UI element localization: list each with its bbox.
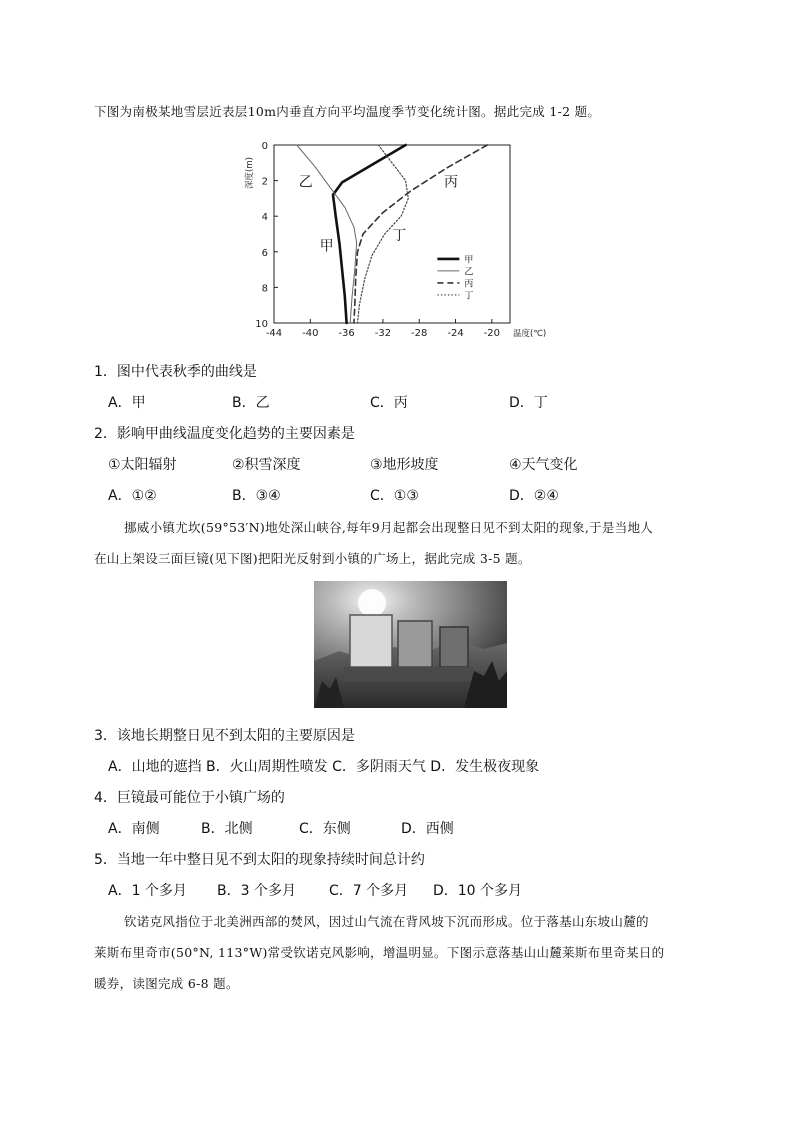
question-1-stem: 1．图中代表秋季的曲线是 (94, 364, 257, 380)
intro-6-8-line1: 钦诺克风指位于北美洲西部的焚风，因过山气流在背风坡下沉而形成。位于落基山东坡山麓的 (124, 914, 649, 929)
q4-option-c[interactable]: C．东侧 (299, 821, 351, 837)
q2-option-d[interactable]: D．②④ (509, 488, 559, 504)
q2-item-4: ④天气变化 (509, 457, 578, 473)
q2-item-1: ①太阳辐射 (108, 457, 177, 473)
y-tick-label: 4 (261, 212, 268, 224)
question-5-stem: 5．当地一年中整日见不到太阳的现象持续时间总计约 (94, 852, 425, 868)
intro-6-8-line3: 暖券，读图完成 6-8 题。 (94, 976, 239, 991)
q4-option-a[interactable]: A．南侧 (108, 821, 160, 837)
q5-option-d[interactable]: D．10 个多月 (433, 883, 523, 899)
q2-option-a[interactable]: A．①② (108, 488, 157, 504)
y-tick-label: 8 (261, 283, 268, 295)
x-tick-label: -24 (447, 328, 464, 339)
q1-option-d[interactable]: D．丁 (509, 395, 548, 411)
legend-label-4: 丁 (464, 291, 474, 302)
curve-label-2: 丙 (444, 174, 458, 191)
q1-option-b[interactable]: B．乙 (232, 395, 270, 411)
q4-option-b[interactable]: B．北侧 (201, 821, 253, 837)
temperature-depth-chart (238, 135, 553, 345)
q3-options[interactable]: A．山地的遮挡 B．火山周期性喷发 C．多阴雨天气 D．发生极夜现象 (108, 759, 540, 775)
q5-option-a[interactable]: A．1 个多月 (108, 883, 187, 899)
q5-option-c[interactable]: C．7 个多月 (329, 883, 409, 899)
x-tick-label: -32 (374, 328, 392, 339)
y-axis-label: 深度(m) (245, 157, 255, 189)
legend-label-1: 甲 (464, 255, 474, 266)
q2-option-b[interactable]: B．③④ (232, 488, 281, 504)
curve-label-3: 甲 (319, 238, 334, 255)
x-tick-label: -28 (411, 328, 428, 339)
y-tick-label: 6 (261, 247, 268, 259)
x-tick-label: -36 (338, 328, 355, 339)
question-4-stem: 4．巨镜最可能位于小镇广场的 (94, 790, 285, 806)
legend-label-2: 乙 (464, 267, 474, 278)
q5-option-b[interactable]: B．3 个多月 (217, 883, 296, 899)
y-tick-label: 2 (261, 176, 268, 188)
q2-item-2: ②积雪深度 (232, 457, 301, 473)
x-tick-label: -40 (302, 328, 319, 339)
x-tick-label: -20 (483, 328, 501, 339)
q4-option-d[interactable]: D．西侧 (401, 821, 454, 837)
x-tick-label: -44 (265, 328, 283, 339)
curve-label-1: 乙 (298, 174, 313, 191)
mirrors-photo (314, 581, 507, 708)
intro-1-2: 下图为南极某地雪层近表层10m内垂直方向平均温度季节变化统计图。据此完成 1-2 题。 (94, 104, 601, 119)
x-axis-label: 温度(℃) (513, 329, 547, 339)
y-tick-label: 10 (255, 319, 268, 330)
q2-item-3: ③地形坡度 (370, 457, 439, 473)
q2-option-c[interactable]: C．①③ (370, 488, 419, 504)
intro-3-5-line1: 挪威小镇尤坎(59°53′N)地处深山峡谷,每年9月起都会出现整日见不到太阳的现象,于是当地人 (124, 520, 654, 535)
intro-3-5-line2: 在山上架设三面巨镜(见下图)把阳光反射到小镇的广场上，据此完成 3-5 题。 (94, 551, 531, 566)
series-line-2 (297, 145, 357, 323)
curve-label-4: 丁 (392, 228, 407, 244)
q1-option-c[interactable]: C．丙 (370, 395, 408, 411)
q1-option-a[interactable]: A．甲 (108, 395, 146, 411)
intro-6-8-line2: 莱斯布里奇市(50°N, 113°W)常受钦诺克风影响，增温明显。下图示意落基山山麓莱斯布里奇某日的 (94, 945, 665, 960)
question-3-stem: 3．该地长期整日见不到太阳的主要原因是 (94, 728, 355, 744)
question-2-stem: 2．影响甲曲线温度变化趋势的主要因素是 (94, 426, 355, 442)
y-tick-label: 0 (261, 141, 268, 152)
legend-label-3: 丙 (464, 279, 474, 290)
